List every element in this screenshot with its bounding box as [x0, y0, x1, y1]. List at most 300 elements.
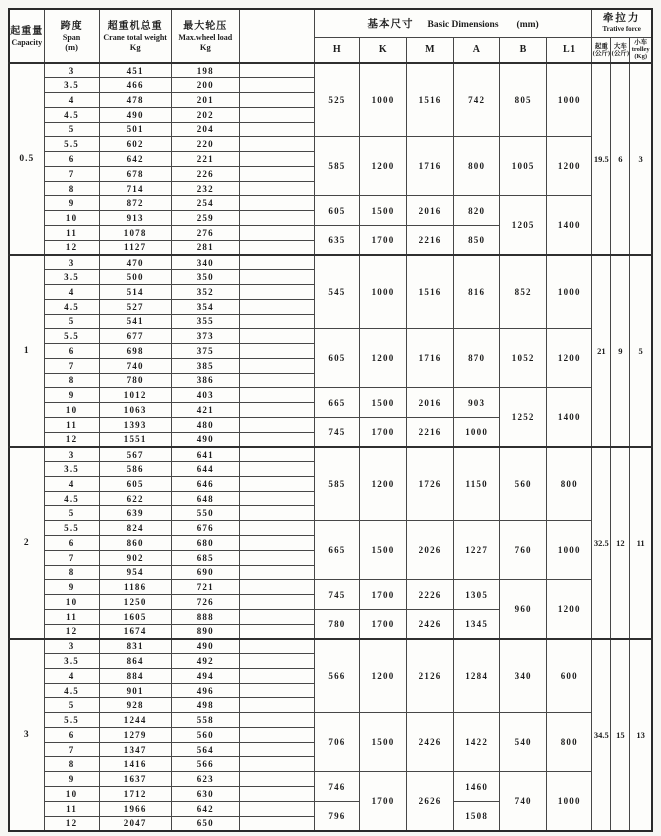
dim-K-cell: 1700	[359, 225, 406, 255]
wheel-load-cell: 650	[171, 816, 239, 831]
blank-cell	[239, 565, 314, 580]
blank-cell	[239, 609, 314, 624]
crane-weight-cell: 451	[99, 63, 171, 78]
blank-cell	[239, 654, 314, 669]
dim-B-cell: 1052	[500, 329, 547, 388]
dim-H-cell: 605	[314, 196, 359, 226]
crane-weight-cell: 1078	[99, 225, 171, 240]
table-row	[9, 521, 652, 536]
crane-weight-cell: 831	[99, 639, 171, 654]
table-row	[9, 137, 652, 152]
wheel-load-cell: 403	[171, 388, 239, 403]
table-row	[9, 580, 652, 595]
span-cell: 12	[44, 624, 99, 639]
blank-cell	[239, 713, 314, 728]
span-cell: 5	[44, 314, 99, 329]
dim-L1-cell: 1200	[547, 137, 592, 196]
dim-L1-cell: 800	[547, 713, 592, 772]
dim-A-cell: 1508	[454, 801, 500, 831]
dim-K-cell: 1200	[359, 639, 406, 713]
span-cell: 4	[44, 668, 99, 683]
dim-L1-cell: 1400	[547, 388, 592, 447]
dim-B-cell: 760	[500, 521, 547, 580]
span-cell: 7	[44, 742, 99, 757]
crane-weight-cell: 470	[99, 255, 171, 270]
wheel-load-cell: 276	[171, 225, 239, 240]
wheel-load-cell: 560	[171, 727, 239, 742]
dim-A-cell: 850	[454, 225, 500, 255]
table-row	[9, 63, 652, 78]
header-traction-trolley: 小车 trolley (Kg)	[630, 37, 652, 63]
span-cell: 3.5	[44, 654, 99, 669]
dim-M-cell: 2426	[407, 609, 454, 639]
wheel-load-cell: 498	[171, 698, 239, 713]
span-cell: 11	[44, 801, 99, 816]
crane-weight-cell: 1712	[99, 787, 171, 802]
wheel-load-cell: 232	[171, 181, 239, 196]
dim-H-cell: 635	[314, 225, 359, 255]
wheel-load-cell: 200	[171, 78, 239, 93]
span-cell: 3	[44, 63, 99, 78]
dim-L1-cell: 1200	[547, 329, 592, 388]
crane-weight-cell: 901	[99, 683, 171, 698]
blank-cell	[239, 816, 314, 831]
span-cell: 10	[44, 595, 99, 610]
dim-B-cell: 1205	[500, 196, 547, 255]
crane-weight-cell: 500	[99, 270, 171, 285]
wheel-load-cell: 888	[171, 609, 239, 624]
dim-H-cell: 585	[314, 137, 359, 196]
span-cell: 8	[44, 373, 99, 388]
wheel-load-cell: 281	[171, 240, 239, 255]
wheel-load-cell: 646	[171, 476, 239, 491]
crane-weight-cell: 527	[99, 299, 171, 314]
dim-H-cell: 585	[314, 447, 359, 521]
span-cell: 4	[44, 93, 99, 108]
crane-weight-cell: 1347	[99, 742, 171, 757]
dim-B-cell: 340	[500, 639, 547, 713]
span-cell: 9	[44, 196, 99, 211]
wheel-load-cell: 726	[171, 595, 239, 610]
crane-weight-cell: 678	[99, 166, 171, 181]
crane-weight-cell: 602	[99, 137, 171, 152]
span-cell: 5.5	[44, 137, 99, 152]
crane-weight-cell: 541	[99, 314, 171, 329]
capacity-cell: 2	[9, 447, 44, 639]
span-cell: 3	[44, 447, 99, 462]
blank-cell	[239, 417, 314, 432]
blank-cell	[239, 580, 314, 595]
wheel-load-cell: 564	[171, 742, 239, 757]
span-cell: 12	[44, 432, 99, 447]
header-dim-M: M	[407, 37, 454, 63]
dim-H-cell: 745	[314, 580, 359, 610]
crane-weight-cell: 466	[99, 78, 171, 93]
wheel-load-cell: 373	[171, 329, 239, 344]
crane-weight-cell: 639	[99, 506, 171, 521]
blank-cell	[239, 506, 314, 521]
dim-A-cell: 742	[454, 63, 500, 137]
crane-weight-cell: 677	[99, 329, 171, 344]
wheel-load-cell: 641	[171, 447, 239, 462]
blank-cell	[239, 196, 314, 211]
header-blank-column	[239, 9, 314, 63]
wheel-load-cell: 198	[171, 63, 239, 78]
blank-cell	[239, 683, 314, 698]
blank-cell	[239, 639, 314, 654]
span-cell: 9	[44, 388, 99, 403]
blank-cell	[239, 742, 314, 757]
blank-cell	[239, 107, 314, 122]
dim-L1-cell: 600	[547, 639, 592, 713]
wheel-load-cell: 492	[171, 654, 239, 669]
crane-weight-cell: 902	[99, 550, 171, 565]
dim-K-cell: 1000	[359, 63, 406, 137]
dim-L1-cell: 1200	[547, 580, 592, 639]
wheel-load-cell: 685	[171, 550, 239, 565]
dim-H-cell: 665	[314, 388, 359, 418]
wheel-load-cell: 226	[171, 166, 239, 181]
crane-weight-cell: 780	[99, 373, 171, 388]
crane-weight-cell: 954	[99, 565, 171, 580]
header-dim-B: B	[500, 37, 547, 63]
traction-cell-2: 5	[630, 255, 652, 447]
dim-M-cell: 2626	[407, 772, 454, 831]
blank-cell	[239, 284, 314, 299]
dim-L1-cell: 1000	[547, 63, 592, 137]
wheel-load-cell: 201	[171, 93, 239, 108]
crane-weight-cell: 928	[99, 698, 171, 713]
dim-M-cell: 2016	[407, 196, 454, 226]
blank-cell	[239, 668, 314, 683]
blank-cell	[239, 152, 314, 167]
wheel-load-cell: 421	[171, 403, 239, 418]
crane-weight-cell: 913	[99, 211, 171, 226]
crane-weight-cell: 2047	[99, 816, 171, 831]
blank-cell	[239, 698, 314, 713]
span-cell: 7	[44, 550, 99, 565]
header-span: 跨度 Span (m)	[44, 9, 99, 63]
wheel-load-cell: 352	[171, 284, 239, 299]
dim-A-cell: 820	[454, 196, 500, 226]
table-body	[9, 63, 652, 831]
dim-K-cell: 1200	[359, 329, 406, 388]
dim-M-cell: 1716	[407, 137, 454, 196]
blank-cell	[239, 63, 314, 78]
span-cell: 6	[44, 536, 99, 551]
span-cell: 3	[44, 639, 99, 654]
crane-weight-cell: 514	[99, 284, 171, 299]
wheel-load-cell: 254	[171, 196, 239, 211]
crane-weight-cell: 586	[99, 462, 171, 477]
span-cell: 6	[44, 344, 99, 359]
table-row	[9, 329, 652, 344]
wheel-load-cell: 220	[171, 137, 239, 152]
blank-cell	[239, 137, 314, 152]
crane-weight-cell: 1674	[99, 624, 171, 639]
crane-weight-cell: 1966	[99, 801, 171, 816]
span-cell: 3.5	[44, 462, 99, 477]
dim-K-cell: 1200	[359, 137, 406, 196]
blank-cell	[239, 536, 314, 551]
blank-cell	[239, 757, 314, 772]
crane-weight-cell: 714	[99, 181, 171, 196]
blank-cell	[239, 388, 314, 403]
dim-A-cell: 800	[454, 137, 500, 196]
span-cell: 5	[44, 506, 99, 521]
crane-weight-cell: 1186	[99, 580, 171, 595]
span-cell: 4	[44, 476, 99, 491]
dim-B-cell: 740	[500, 772, 547, 831]
dim-A-cell: 1284	[454, 639, 500, 713]
blank-cell	[239, 358, 314, 373]
span-cell: 3.5	[44, 78, 99, 93]
crane-weight-cell: 860	[99, 536, 171, 551]
blank-cell	[239, 299, 314, 314]
wheel-load-cell: 386	[171, 373, 239, 388]
span-cell: 7	[44, 358, 99, 373]
dim-H-cell: 566	[314, 639, 359, 713]
traction-cell-0: 21	[592, 255, 611, 447]
dim-K-cell: 1700	[359, 609, 406, 639]
capacity-cell: 0.5	[9, 63, 44, 255]
crane-weight-cell: 1244	[99, 713, 171, 728]
blank-cell	[239, 801, 314, 816]
header-dim-H: H	[314, 37, 359, 63]
span-cell: 5	[44, 698, 99, 713]
blank-cell	[239, 521, 314, 536]
header-dim-A: A	[454, 37, 500, 63]
dim-M-cell: 2016	[407, 388, 454, 418]
crane-weight-cell: 642	[99, 152, 171, 167]
crane-weight-cell: 490	[99, 107, 171, 122]
dim-A-cell: 1227	[454, 521, 500, 580]
traction-cell-2: 13	[630, 639, 652, 831]
table-row	[9, 447, 652, 462]
header-capacity: 起重量 Capacity	[9, 9, 44, 63]
traction-cell-2: 3	[630, 63, 652, 255]
traction-cell-1: 12	[611, 447, 630, 639]
crane-weight-cell: 1416	[99, 757, 171, 772]
span-cell: 4.5	[44, 107, 99, 122]
span-cell: 5.5	[44, 329, 99, 344]
span-cell: 11	[44, 609, 99, 624]
span-cell: 10	[44, 787, 99, 802]
crane-weight-cell: 1012	[99, 388, 171, 403]
dim-K-cell: 1700	[359, 580, 406, 610]
span-cell: 4	[44, 284, 99, 299]
dim-M-cell: 2216	[407, 225, 454, 255]
crane-weight-cell: 864	[99, 654, 171, 669]
blank-cell	[239, 462, 314, 477]
traction-cell-0: 32.5	[592, 447, 611, 639]
dim-L1-cell: 800	[547, 447, 592, 521]
dim-L1-cell: 1000	[547, 772, 592, 831]
capacity-cell: 1	[9, 255, 44, 447]
blank-cell	[239, 447, 314, 462]
crane-weight-cell: 478	[99, 93, 171, 108]
wheel-load-cell: 204	[171, 122, 239, 137]
dim-H-cell: 780	[314, 609, 359, 639]
crane-weight-cell: 1063	[99, 403, 171, 418]
dim-A-cell: 1422	[454, 713, 500, 772]
dim-B-cell: 852	[500, 255, 547, 329]
dim-H-cell: 796	[314, 801, 359, 831]
traction-cell-1: 6	[611, 63, 630, 255]
dim-A-cell: 816	[454, 255, 500, 329]
dim-K-cell: 1500	[359, 713, 406, 772]
blank-cell	[239, 270, 314, 285]
wheel-load-cell: 496	[171, 683, 239, 698]
wheel-load-cell: 259	[171, 211, 239, 226]
dim-A-cell: 1150	[454, 447, 500, 521]
table-row	[9, 713, 652, 728]
span-cell: 3.5	[44, 270, 99, 285]
wheel-load-cell: 355	[171, 314, 239, 329]
dim-H-cell: 745	[314, 417, 359, 447]
blank-cell	[239, 329, 314, 344]
span-cell: 8	[44, 757, 99, 772]
blank-cell	[239, 78, 314, 93]
wheel-load-cell: 221	[171, 152, 239, 167]
blank-cell	[239, 181, 314, 196]
span-cell: 5.5	[44, 713, 99, 728]
blank-cell	[239, 550, 314, 565]
span-cell: 4.5	[44, 299, 99, 314]
crane-weight-cell: 1279	[99, 727, 171, 742]
dim-A-cell: 1000	[454, 417, 500, 447]
crane-spec-table	[8, 8, 653, 832]
dim-B-cell: 1252	[500, 388, 547, 447]
wheel-load-cell: 385	[171, 358, 239, 373]
table-row	[9, 255, 652, 270]
table-row	[9, 388, 652, 403]
dim-M-cell: 2126	[407, 639, 454, 713]
traction-cell-2: 11	[630, 447, 652, 639]
wheel-load-cell: 550	[171, 506, 239, 521]
span-cell: 9	[44, 772, 99, 787]
crane-weight-cell: 1393	[99, 417, 171, 432]
header-basic-dimensions-group: 基本尺寸 Basic Dimensions (mm)	[314, 9, 591, 37]
crane-weight-cell: 1250	[99, 595, 171, 610]
dim-H-cell: 545	[314, 255, 359, 329]
span-cell: 5.5	[44, 521, 99, 536]
dim-K-cell: 1000	[359, 255, 406, 329]
crane-weight-cell: 622	[99, 491, 171, 506]
dim-M-cell: 1516	[407, 63, 454, 137]
wheel-load-cell: 490	[171, 639, 239, 654]
header-traction-hoist: 起重 (公斤)	[592, 37, 611, 63]
wheel-load-cell: 648	[171, 491, 239, 506]
table-header	[9, 9, 652, 63]
blank-cell	[239, 772, 314, 787]
dim-B-cell: 960	[500, 580, 547, 639]
capacity-cell: 3	[9, 639, 44, 831]
blank-cell	[239, 727, 314, 742]
dim-B-cell: 1005	[500, 137, 547, 196]
wheel-load-cell: 494	[171, 668, 239, 683]
wheel-load-cell: 690	[171, 565, 239, 580]
blank-cell	[239, 403, 314, 418]
dim-A-cell: 903	[454, 388, 500, 418]
span-cell: 7	[44, 166, 99, 181]
span-cell: 9	[44, 580, 99, 595]
crane-weight-cell: 740	[99, 358, 171, 373]
dim-H-cell: 665	[314, 521, 359, 580]
crane-weight-cell: 567	[99, 447, 171, 462]
blank-cell	[239, 595, 314, 610]
table-row	[9, 639, 652, 654]
blank-cell	[239, 373, 314, 388]
blank-cell	[239, 787, 314, 802]
dim-M-cell: 1516	[407, 255, 454, 329]
dim-K-cell: 1500	[359, 388, 406, 418]
span-cell: 11	[44, 417, 99, 432]
dim-M-cell: 1726	[407, 447, 454, 521]
wheel-load-cell: 490	[171, 432, 239, 447]
dim-L1-cell: 1400	[547, 196, 592, 255]
traction-cell-1: 9	[611, 255, 630, 447]
dim-H-cell: 605	[314, 329, 359, 388]
wheel-load-cell: 644	[171, 462, 239, 477]
wheel-load-cell: 721	[171, 580, 239, 595]
crane-weight-cell: 501	[99, 122, 171, 137]
dim-L1-cell: 1000	[547, 521, 592, 580]
blank-cell	[239, 344, 314, 359]
wheel-load-cell: 680	[171, 536, 239, 551]
dim-L1-cell: 1000	[547, 255, 592, 329]
span-cell: 8	[44, 565, 99, 580]
crane-weight-cell: 1637	[99, 772, 171, 787]
blank-cell	[239, 122, 314, 137]
dim-M-cell: 2026	[407, 521, 454, 580]
dim-H-cell: 525	[314, 63, 359, 137]
span-cell: 6	[44, 727, 99, 742]
blank-cell	[239, 624, 314, 639]
crane-weight-cell: 605	[99, 476, 171, 491]
header-dim-L1: L1	[547, 37, 592, 63]
blank-cell	[239, 93, 314, 108]
dim-A-cell: 1460	[454, 772, 500, 802]
header-traction-crane-travel: 大车 (公斤)	[611, 37, 630, 63]
blank-cell	[239, 255, 314, 270]
wheel-load-cell: 480	[171, 417, 239, 432]
span-cell: 10	[44, 211, 99, 226]
crane-weight-cell: 872	[99, 196, 171, 211]
dim-B-cell: 540	[500, 713, 547, 772]
wheel-load-cell: 350	[171, 270, 239, 285]
blank-cell	[239, 476, 314, 491]
wheel-load-cell: 630	[171, 787, 239, 802]
table-row	[9, 196, 652, 211]
crane-weight-cell: 824	[99, 521, 171, 536]
dim-M-cell: 2216	[407, 417, 454, 447]
traction-cell-0: 34.5	[592, 639, 611, 831]
header-tractive-force-group: 牵拉力 Trative force	[592, 9, 652, 37]
span-cell: 11	[44, 225, 99, 240]
wheel-load-cell: 375	[171, 344, 239, 359]
wheel-load-cell: 340	[171, 255, 239, 270]
table-row	[9, 772, 652, 787]
dim-H-cell: 746	[314, 772, 359, 802]
crane-weight-cell: 698	[99, 344, 171, 359]
dim-A-cell: 1345	[454, 609, 500, 639]
span-cell: 12	[44, 816, 99, 831]
span-cell: 8	[44, 181, 99, 196]
dim-K-cell: 1200	[359, 447, 406, 521]
dim-A-cell: 1305	[454, 580, 500, 610]
blank-cell	[239, 314, 314, 329]
